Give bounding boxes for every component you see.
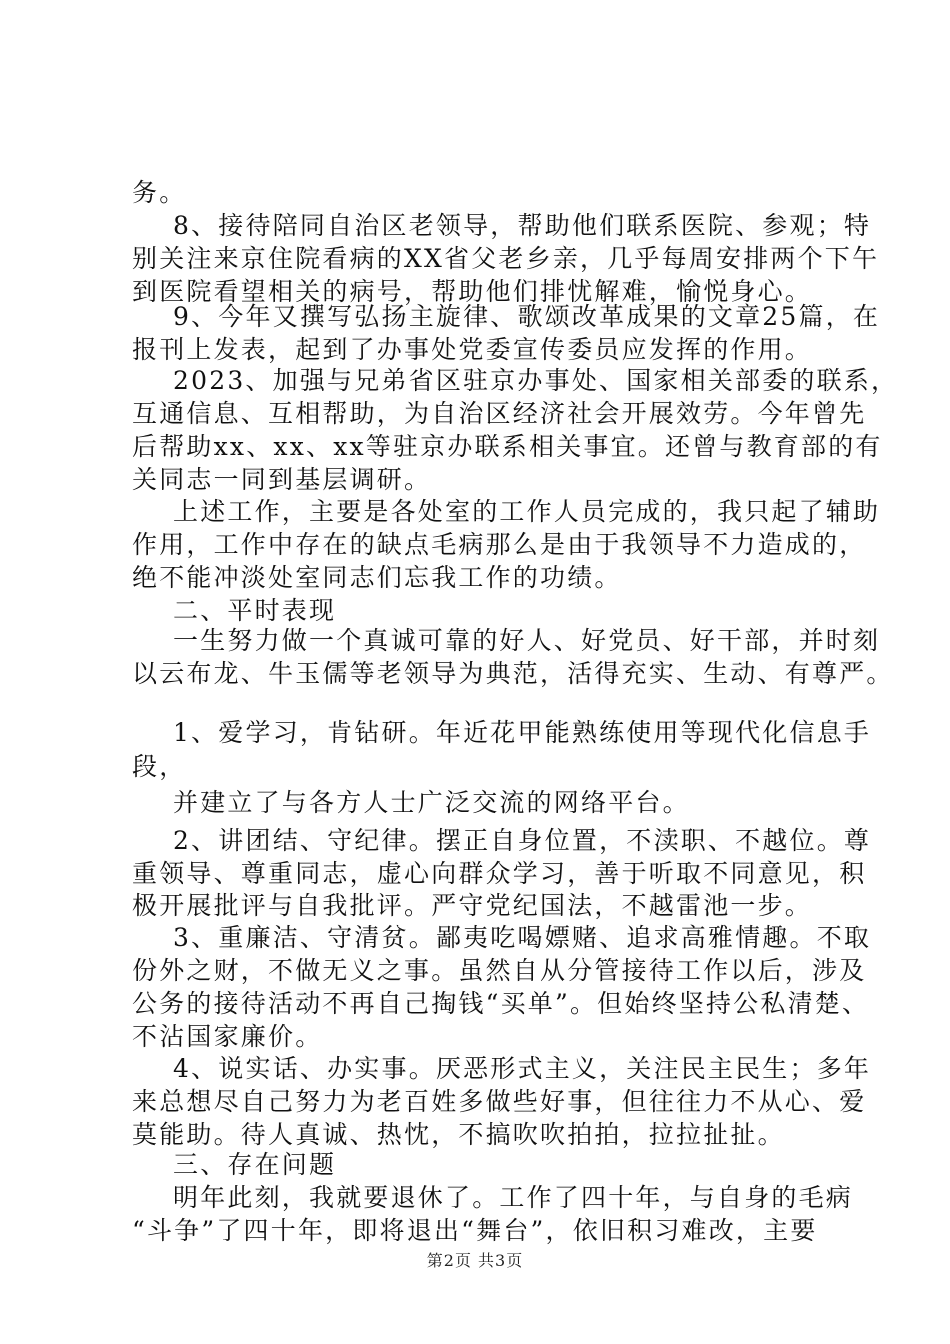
text-line: 1、爱学习，肯钻研。年近花甲能熟练使用等现代化信息手 bbox=[173, 718, 872, 747]
text-line: 互通信息、互相帮助，为自治区经济社会开展效劳。今年曾先 bbox=[132, 399, 867, 428]
section-heading: 二、平时表现 bbox=[173, 596, 337, 625]
text-line: 到医院看望相关的病号，帮助他们排忧解难，愉悦身心。 bbox=[132, 277, 813, 306]
text-line: 4、说实话、办实事。厌恶形式主义，关注民主民生；多年 bbox=[173, 1054, 872, 1083]
text-line: 并建立了与各方人士广泛交流的网络平台。 bbox=[173, 788, 690, 817]
text-line: 9、今年又撰写弘扬主旋律、歌颂改革成果的文章25篇，在 bbox=[173, 302, 881, 331]
text-line: 关同志一同到基层调研。 bbox=[132, 465, 432, 494]
text-line: 2023、加强与兄弟省区驻京办事处、国家相关部委的联系， bbox=[173, 366, 899, 395]
text-line: 份外之财，不做无义之事。虽然自从分管接待工作以后，涉及 bbox=[132, 956, 867, 985]
text-line: 一生努力做一个真诚可靠的好人、好党员、好干部，并时刻 bbox=[173, 626, 881, 655]
text-line: 别关注来京住院看病的XX省父老乡亲，几乎每周安排两个下午 bbox=[132, 244, 880, 273]
text-line: 2、讲团结、守纪律。摆正自身位置，不渎职、不越位。尊 bbox=[173, 826, 872, 855]
text-line: 极开展批评与自我批评。严守党纪国法，不越雷池一步。 bbox=[132, 891, 813, 920]
page-footer: 第2页 共3页 bbox=[426, 1251, 524, 1270]
text-line: 8、接待陪同自治区老领导，帮助他们联系医院、参观；特 bbox=[173, 211, 872, 240]
text-line: 3、重廉洁、守清贫。鄙夷吃喝嫖赌、追求高雅情趣。不取 bbox=[173, 923, 872, 952]
text-line: 来总想尽自己努力为老百姓多做些好事，但往往力不从心、爱 bbox=[132, 1087, 867, 1116]
text-line: 不沾国家廉价。 bbox=[132, 1022, 323, 1051]
text-line: 报刊上发表，起到了办事处党委宣传委员应发挥的作用。 bbox=[132, 335, 813, 364]
text-line: 重领导、尊重同志，虚心向群众学习，善于听取不同意见，积 bbox=[132, 859, 867, 888]
text-line: 上述工作，主要是各处室的工作人员完成的，我只起了辅助 bbox=[173, 497, 881, 526]
text-line: 作用，工作中存在的缺点毛病那么是由于我领导不力造成的， bbox=[132, 530, 867, 559]
text-line: 绝不能冲淡处室同志们忘我工作的功绩。 bbox=[132, 563, 622, 592]
text-line: 莫能助。待人真诚、热忱，不搞吹吹拍拍，拉拉扯扯。 bbox=[132, 1120, 785, 1149]
text-line: 公务的接待活动不再自己掏钱“买单”。但始终坚持公私清楚、 bbox=[132, 989, 870, 1018]
section-heading: 三、存在问题 bbox=[173, 1150, 337, 1179]
text-line: “斗争”了四十年，即将退出“舞台”，依旧积习难改，主要 bbox=[132, 1216, 818, 1245]
text-line: 务。 bbox=[132, 178, 187, 207]
text-line: 明年此刻，我就要退休了。工作了四十年，与自身的毛病 bbox=[173, 1183, 854, 1212]
text-line: 以云布龙、牛玉儒等老领导为典范，活得充实、生动、有尊严。 bbox=[132, 659, 894, 688]
text-line: 段， bbox=[132, 752, 187, 781]
text-line: 后帮助xx、xx、xx等驻京办联系相关事宜。还曾与教育部的有 bbox=[132, 432, 883, 461]
